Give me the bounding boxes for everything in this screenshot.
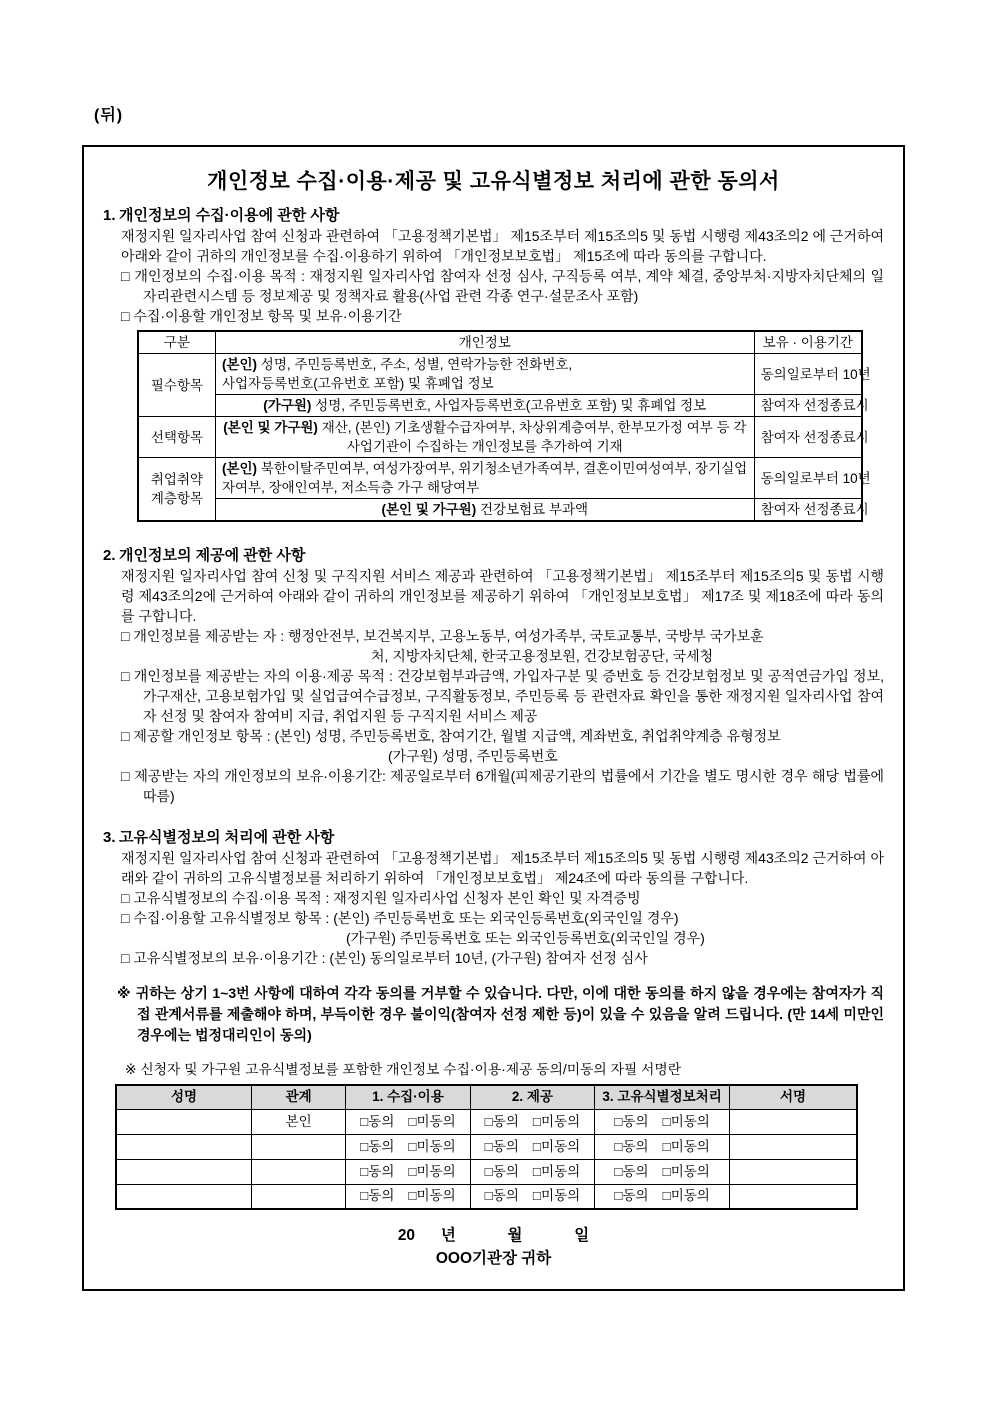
signature-table (115, 1084, 858, 1210)
bullet-continuation-line: (가구원) 성명, 주민등록번호 (388, 748, 558, 764)
disagree-checkbox-label: □미동의 (408, 1188, 456, 1204)
consent-provision-cell (470, 1184, 594, 1209)
bullet-line: □ 개인정보를 제공받는 자의 이용·제공 목적 : 건강보험부과금액, 가입자구분 및 증번호 등 건강보험정보 및 공적연금가입 정보, 가구재산, 고용보험가입 및 실업급여수급정보, 구직활동정보, 주민등록 등 관련자료 확인을 통한 재정지원 일자리사업 참여자 선정 및 참여자 참여비 지급, 취업지원 등 구직지원 서비스 제공 (121, 668, 884, 724)
relation-cell (252, 1159, 346, 1184)
info-category-cell: 선택항목 (138, 417, 215, 458)
consent-unique-id-cell (595, 1134, 730, 1159)
section-2-number: 2. (103, 547, 116, 564)
name-cell (116, 1134, 252, 1159)
agree-checkbox-label: □동의 (360, 1113, 395, 1129)
consent-options (614, 1113, 710, 1131)
bullet-line: □ 수집·이용할 고유식별정보 항목 : (본인) 주민등록번호 또는 외국인등록번호(외국인일 경우) (121, 910, 679, 926)
agree-checkbox-label: □동의 (614, 1138, 649, 1154)
section-unique-id (103, 828, 884, 968)
agree-checkbox-label: □동의 (614, 1188, 649, 1204)
relation-cell: 본인 (252, 1109, 346, 1134)
consent-unique-id-cell (595, 1109, 730, 1134)
consent-options (614, 1163, 710, 1181)
disagree-checkbox-label: □미동의 (662, 1113, 710, 1129)
agree-checkbox-label: □동의 (484, 1113, 519, 1129)
consent-options (360, 1113, 456, 1131)
info-category-cell: 필수항목 (138, 354, 215, 417)
section-provision (103, 546, 884, 806)
consent-provision-cell (470, 1109, 594, 1134)
signature-table-header-row (116, 1085, 857, 1109)
bullet-line: □ 제공할 개인정보 항목 : (본인) 성명, 주민등록번호, 참여기간, 월별 지급액, 계좌번호, 취업취약계층 유형정보 (121, 728, 781, 744)
info-items-cell: (가구원) 성명, 주민등록번호, 사업자등록번호(고유번호 포함) 및 휴폐업 정보 (215, 395, 754, 417)
signature-cell (730, 1109, 857, 1134)
consent-options (360, 1138, 456, 1156)
bullet-line: □ 제공받는 자의 개인정보의 보유·이용기간: 제공일로부터 6개월(피제공기관의 법률에서 기간을 별도 명시한 경우 해당 법률에 따름) (121, 768, 884, 804)
info-category-cell: 취업취약 계층항목 (138, 458, 215, 522)
bullet-line: □ 개인정보를 제공받는 자 : 행정안전부, 보건복지부, 고용노동부, 여성가족부, 국토교통부, 국방부 국가보훈 (121, 628, 764, 644)
consent-collection-cell (346, 1159, 470, 1184)
signature-section-note: ※ 신청자 및 가구원 고유식별정보를 포함한 개인정보 수집·이용·제공 동의/미동의 자필 서명란 (125, 1062, 682, 1077)
consent-form-frame (82, 145, 905, 1291)
bullet-item (121, 666, 884, 726)
signature-table-header-cell: 3. 고유식별정보처리 (595, 1085, 730, 1109)
consent-options (360, 1187, 456, 1205)
retention-period-cell: 참여자 선정종료시 (754, 395, 862, 417)
disagree-checkbox-label: □미동의 (408, 1138, 456, 1154)
disagree-checkbox-label: □미동의 (532, 1113, 581, 1129)
disagree-checkbox-label: □미동의 (408, 1113, 456, 1129)
signature-table-row (116, 1109, 857, 1134)
consent-provision-cell (470, 1159, 594, 1184)
refusal-notice: ※ 귀하는 상기 1~3번 사항에 대하여 각각 동의를 거부할 수 있습니다. 다만, 이에 대한 동의를 하지 않을 경우에는 참여자가 직접 관계서류를 제출해야 하며, 부득이한 경우 불이익(참여자 선정 제한 등)이 있을 수 있음을 알려 드립니다. (만 14세 미만인 경우에는 법정대리인이 동의) (117, 985, 884, 1043)
name-cell (116, 1184, 252, 1209)
agree-checkbox-label: □동의 (484, 1163, 519, 1179)
signature-table-header-cell: 2. 제공 (470, 1085, 594, 1109)
section-collection-use (103, 206, 884, 522)
signature-cell (730, 1184, 857, 1209)
bullet-item (121, 888, 884, 908)
bullet-item (121, 626, 884, 666)
bullet-item (121, 908, 884, 948)
form-title: 개인정보 수집·이용·제공 및 고유식별정보 처리에 관한 동의서 (207, 170, 780, 193)
info-items-cell: (본인) 북한이탈주민여부, 여성가장여부, 위기청소년가족여부, 결혼이민여성여부, 장기실업자여부, 장애인여부, 저소득층 가구 해당여부 (215, 458, 754, 499)
relation-cell (252, 1134, 346, 1159)
consent-collection-cell (346, 1184, 470, 1209)
signature-table-row (116, 1159, 857, 1184)
disagree-checkbox-label: □미동의 (408, 1163, 456, 1179)
bullet-line: □ 고유식별정보의 수집·이용 목적 : 재정지원 일자리사업 신청자 본인 확인 및 자격증빙 (121, 890, 641, 906)
consent-options (614, 1138, 710, 1156)
section-3-heading-row (103, 828, 884, 848)
retention-period-cell: 동의일로부터 10년 (754, 354, 862, 395)
consent-unique-id-cell (595, 1159, 730, 1184)
bullet-line: □ 수집·이용할 개인정보 항목 및 보유·이용기간 (121, 308, 402, 324)
agree-checkbox-label: □동의 (484, 1188, 519, 1204)
consent-options (485, 1138, 581, 1156)
retention-period-cell: 참여자 선정종료시 (754, 499, 862, 522)
info-items-cell: (본인 및 가구원) 재산, (본인) 기초생활수급자여부, 차상위계층여부, 한부모가정 여부 등 각 사업기관이 수집하는 개인정보를 추가하여 기재 (215, 417, 754, 458)
personal-info-table (137, 330, 871, 522)
section-2-heading: 개인정보의 제공에 관한 사항 (119, 547, 306, 564)
signature-table-row (116, 1134, 857, 1159)
name-cell (116, 1109, 252, 1134)
info-table-row (138, 499, 862, 522)
consent-options (485, 1187, 581, 1205)
disagree-checkbox-label: □미동의 (532, 1138, 581, 1154)
bullet-item (121, 726, 884, 766)
name-cell (116, 1159, 252, 1184)
bullet-continuation-line: 처, 지방자치단체, 한국고용정보원, 건강보험공단, 국세청 (371, 648, 714, 664)
section-3-heading: 고유식별정보의 처리에 관한 사항 (119, 829, 335, 846)
section-2-heading-row (103, 546, 884, 566)
signature-table-header-cell: 1. 수집·이용 (346, 1085, 470, 1109)
retention-period-cell: 참여자 선정종료시 (754, 417, 862, 458)
consent-provision-cell (470, 1134, 594, 1159)
section-3-number: 3. (103, 829, 116, 846)
bullet-item (121, 948, 884, 968)
info-table-row (138, 395, 862, 417)
consent-unique-id-cell (595, 1184, 730, 1209)
bullet-item (121, 766, 884, 806)
consent-options (360, 1163, 456, 1181)
consent-options (614, 1187, 710, 1205)
info-items-cell: (본인 및 가구원) 건강보험료 부과액 (215, 499, 754, 522)
bullet-line: □ 개인정보의 수집·이용 목적 : 재정지원 일자리사업 참여자 선정 심사, 구직등록 여부, 계약 체결, 중앙부처·지방자치단체의 일자리관련시스템 등 정보제공 및 정책자료 활용(사업 관련 각종 연구·설문조사 포함) (121, 268, 884, 304)
relation-cell (252, 1184, 346, 1209)
agree-checkbox-label: □동의 (360, 1138, 395, 1154)
info-table-header-cell: 구분 (138, 331, 215, 354)
page-side-label: (뒤) (94, 107, 124, 124)
consent-options (485, 1113, 581, 1131)
retention-period-cell: 동의일로부터 10년 (754, 458, 862, 499)
agree-checkbox-label: □동의 (614, 1163, 649, 1179)
section-1-bullet-list (121, 266, 884, 326)
bullet-item (121, 266, 884, 306)
section-1-body: 재정지원 일자리사업 참여 신청과 관련하여 「고용정책기본법」 제15조부터 제15조의5 및 동법 시행령 제43조의2 에 근거하여 아래와 같이 귀하의 개인정보를 수집·이용하기 위하여 「개인정보보호법」 제15조에 따라 동의를 구합니다. (121, 228, 884, 264)
bullet-line: □ 고유식별정보의 보유·이용기간 : (본인) 동의일로부터 10년, (가구원) 참여자 선정 심사 (121, 950, 648, 966)
disagree-checkbox-label: □미동의 (532, 1163, 581, 1179)
bullet-continuation-line: (가구원) 주민등록번호 또는 외국인등록번호(외국인일 경우) (346, 930, 705, 946)
info-table-header-row (138, 331, 862, 354)
signature-table-header-cell: 성명 (116, 1085, 252, 1109)
info-table-row (138, 354, 862, 395)
info-table-header-cell: 보유 · 이용기간 (754, 331, 862, 354)
section-2-bullet-list (121, 626, 884, 806)
date-line: 20 년 월 일 (397, 1227, 590, 1244)
consent-collection-cell (346, 1109, 470, 1134)
consent-collection-cell (346, 1134, 470, 1159)
consent-options (485, 1163, 581, 1181)
bullet-item (121, 306, 884, 326)
disagree-checkbox-label: □미동의 (662, 1138, 710, 1154)
section-3-bullet-list (121, 888, 884, 968)
info-items-cell: (본인) 성명, 주민등록번호, 주소, 성별, 연락가능한 전화번호, 사업자등록번호(고유번호 포함) 및 휴폐업 정보 (215, 354, 754, 395)
info-table-row (138, 458, 862, 499)
agree-checkbox-label: □동의 (614, 1113, 649, 1129)
addressee-line: OOO기관장 귀하 (435, 1250, 552, 1267)
signature-cell (730, 1159, 857, 1184)
section-2-body: 재정지원 일자리사업 참여 신청 및 구직지원 서비스 제공과 관련하여 「고용정책기본법」 제15조부터 제15조의5 및 동법 시행령 제43조의2에 근거하여 아래와 같이 귀하의 개인정보를 제공하기 위하여 「개인정보보호법」 제17조 및 제18조에 따라 동의를 구합니다. (121, 568, 884, 624)
info-table-row (138, 417, 862, 458)
section-1-heading-row (103, 206, 884, 226)
signature-table-header-cell: 관계 (252, 1085, 346, 1109)
disagree-checkbox-label: □미동의 (662, 1188, 710, 1204)
agree-checkbox-label: □동의 (484, 1138, 519, 1154)
agree-checkbox-label: □동의 (360, 1163, 395, 1179)
signature-cell (730, 1134, 857, 1159)
signature-table-row (116, 1184, 857, 1209)
section-1-heading: 개인정보의 수집·이용에 관한 사항 (119, 207, 340, 224)
disagree-checkbox-label: □미동의 (532, 1188, 581, 1204)
signature-table-header-cell: 서명 (730, 1085, 857, 1109)
agree-checkbox-label: □동의 (360, 1188, 395, 1204)
info-table-header-cell: 개인정보 (215, 331, 754, 354)
section-3-body: 재정지원 일자리사업 참여 신청과 관련하여 「고용정책기본법」 제15조부터 제15조의5 및 동법 시행령 제43조의2 근거하여 아래와 같이 귀하의 고유식별정보를 처리하기 위하여 「개인정보보호법」 제24조에 따라 동의를 구합니다. (121, 850, 884, 886)
disagree-checkbox-label: □미동의 (662, 1163, 710, 1179)
section-1-number: 1. (103, 207, 116, 224)
